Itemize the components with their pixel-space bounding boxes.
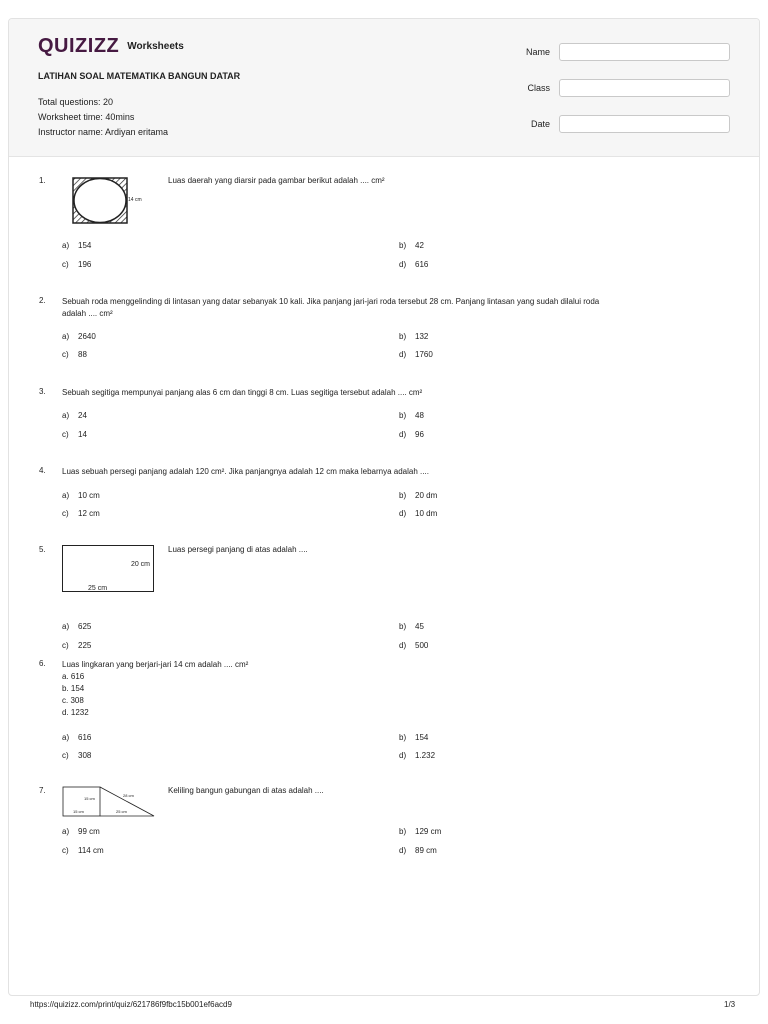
option-letter: a)	[62, 622, 70, 631]
option-letter: d)	[399, 846, 407, 855]
date-field[interactable]	[559, 115, 730, 133]
question-number: 1.	[39, 176, 46, 185]
option-value: 42	[415, 241, 424, 250]
option-letter: c)	[62, 641, 69, 650]
footer-url[interactable]: https://quizizz.com/print/quiz/621786f9fbc15b001ef6acd9	[30, 1000, 232, 1009]
name-field[interactable]	[559, 43, 730, 61]
fig-label-triangle-base: 25 cm	[116, 809, 127, 814]
option-b[interactable]	[399, 411, 424, 420]
option-letter: d)	[399, 430, 407, 439]
option-b[interactable]	[399, 241, 424, 250]
question-text: Luas sebuah persegi panjang adalah 120 cm². Jika panjangnya adalah 12 cm maka lebarnya adalah ....	[62, 467, 429, 476]
option-a[interactable]	[62, 827, 100, 836]
option-value: 1760	[415, 350, 433, 359]
option-d[interactable]	[399, 430, 424, 439]
question-text-line: Sebuah roda menggelinding di lintasan yang datar sebanyak 10 kali. Jika panjang jari-jari roda tersebut 28 cm. Panjang lintasan yang sudah dilalui roda	[62, 297, 600, 306]
option-value: 500	[415, 641, 429, 650]
composite-shape-figure	[62, 786, 156, 818]
rectangle-figure	[62, 545, 154, 592]
option-value: 1.232	[415, 751, 436, 760]
total-questions: Total questions: 20	[38, 97, 114, 107]
option-value: 132	[415, 332, 429, 341]
figure-height-label: 20 cm	[130, 561, 150, 568]
option-letter: b)	[399, 411, 407, 420]
option-value: 196	[78, 260, 92, 269]
option-letter: b)	[399, 622, 407, 631]
option-letter: d)	[399, 350, 407, 359]
option-value: 2640	[78, 332, 96, 341]
option-a[interactable]	[62, 733, 91, 742]
worksheet-page	[8, 18, 760, 996]
option-c[interactable]	[62, 751, 91, 760]
option-letter: a)	[62, 411, 70, 420]
option-letter: b)	[399, 733, 407, 742]
option-d[interactable]	[399, 260, 428, 269]
option-b[interactable]	[399, 622, 424, 631]
option-value: 45	[415, 622, 424, 631]
question-text: Luas lingkaran yang berjari-jari 14 cm adalah .... cm²	[62, 660, 249, 669]
option-letter: c)	[62, 846, 69, 855]
option-c[interactable]	[62, 509, 100, 518]
worksheet-time: Worksheet time: 40mins	[38, 112, 135, 122]
option-letter: d)	[399, 509, 407, 518]
figure-dimension-label: 14 cm	[128, 197, 142, 203]
option-letter: b)	[399, 241, 407, 250]
product-name: Worksheets	[127, 40, 184, 52]
option-letter: b)	[399, 827, 407, 836]
option-value: 96	[415, 430, 424, 439]
question-number: 2.	[39, 296, 46, 305]
option-b[interactable]	[399, 733, 428, 742]
option-value: 10 dm	[415, 509, 438, 518]
option-letter: a)	[62, 332, 70, 341]
option-letter: d)	[399, 751, 407, 760]
date-label: Date	[530, 119, 550, 129]
figure-width-label: 25 cm	[88, 585, 108, 592]
option-a[interactable]	[62, 241, 91, 250]
inline-choice: b. 154	[62, 684, 85, 693]
option-value: 24	[78, 411, 87, 420]
option-a[interactable]	[62, 411, 87, 420]
option-value: 625	[78, 622, 92, 631]
option-letter: a)	[62, 241, 70, 250]
option-d[interactable]	[399, 350, 433, 359]
option-value: 14	[78, 430, 87, 439]
option-d[interactable]	[399, 641, 428, 650]
option-value: 114 cm	[78, 846, 104, 855]
class-label: Class	[527, 83, 550, 93]
option-value: 48	[415, 411, 424, 420]
question-number: 4.	[39, 466, 46, 475]
question-text	[62, 296, 727, 320]
option-value: 616	[78, 733, 92, 742]
question-text: Luas daerah yang diarsir pada gambar berikut adalah .... cm²	[168, 176, 385, 185]
option-c[interactable]	[62, 846, 104, 855]
option-letter: c)	[62, 509, 69, 518]
option-letter: c)	[62, 350, 69, 359]
option-letter: c)	[62, 260, 69, 269]
quizizz-logo	[38, 36, 184, 56]
question-text: Sebuah segitiga mempunyai panjang alas 6 cm dan tinggi 8 cm. Luas segitiga tersebut adalah .... cm²	[62, 388, 423, 397]
option-value: 10 cm	[78, 491, 100, 500]
question-text-line: adalah .... cm²	[62, 309, 113, 318]
question-number: 6.	[39, 659, 46, 668]
option-value: 616	[415, 260, 429, 269]
option-value: 154	[415, 733, 429, 742]
question-number: 5.	[39, 545, 46, 554]
option-c[interactable]	[62, 260, 91, 269]
option-letter: b)	[399, 332, 407, 341]
question-text: Keliling bangun gabungan di atas adalah ....	[168, 786, 324, 795]
option-b[interactable]	[399, 827, 441, 836]
inline-choice: d. 1232	[62, 708, 89, 717]
option-letter: d)	[399, 260, 407, 269]
option-letter: c)	[62, 430, 69, 439]
option-letter: c)	[62, 751, 69, 760]
option-b[interactable]	[399, 491, 437, 500]
question-number: 3.	[39, 387, 46, 396]
option-c[interactable]	[62, 430, 87, 439]
class-field[interactable]	[559, 79, 730, 97]
option-value: 89 cm	[415, 846, 437, 855]
question-number: 7.	[39, 786, 46, 795]
fig-label-height: 15 cm	[84, 796, 95, 801]
option-b[interactable]	[399, 332, 428, 341]
option-value: 20 dm	[415, 491, 438, 500]
option-value: 12 cm	[78, 509, 100, 518]
option-d[interactable]	[399, 751, 435, 760]
option-d[interactable]	[399, 846, 437, 855]
question-text-block	[62, 659, 727, 719]
worksheet-header	[9, 19, 759, 157]
worksheet-title: LATIHAN SOAL MATEMATIKA BANGUN DATAR	[38, 71, 241, 81]
name-label: Name	[525, 47, 550, 57]
option-value: 154	[78, 241, 92, 250]
option-c[interactable]	[62, 641, 91, 650]
shaded-square-circle-figure	[71, 176, 131, 226]
option-letter: b)	[399, 491, 407, 500]
option-a[interactable]	[62, 622, 91, 631]
option-letter: a)	[62, 491, 70, 500]
option-a[interactable]	[62, 332, 96, 341]
option-letter: a)	[62, 733, 70, 742]
option-value: 88	[78, 350, 87, 359]
question-text: Luas persegi panjang di atas adalah ....	[168, 545, 308, 554]
option-value: 99 cm	[78, 827, 100, 836]
page-number: 1/3	[724, 1000, 736, 1009]
inline-choice: a. 616	[62, 672, 85, 681]
fig-label-hypotenuse: 28 cm	[123, 793, 134, 798]
fig-label-square-base: 15 cm	[73, 809, 84, 814]
option-letter: a)	[62, 827, 70, 836]
option-value: 225	[78, 641, 92, 650]
brand-logo-text: QUIZIZZ	[38, 35, 120, 57]
option-value: 129 cm	[415, 827, 442, 836]
option-c[interactable]	[62, 350, 87, 359]
option-value: 308	[78, 751, 92, 760]
instructor-name: Instructor name: Ardiyan eritama	[38, 127, 169, 137]
inline-choice: c. 308	[62, 696, 84, 705]
option-d[interactable]	[399, 509, 437, 518]
option-letter: d)	[399, 641, 407, 650]
option-a[interactable]	[62, 491, 100, 500]
